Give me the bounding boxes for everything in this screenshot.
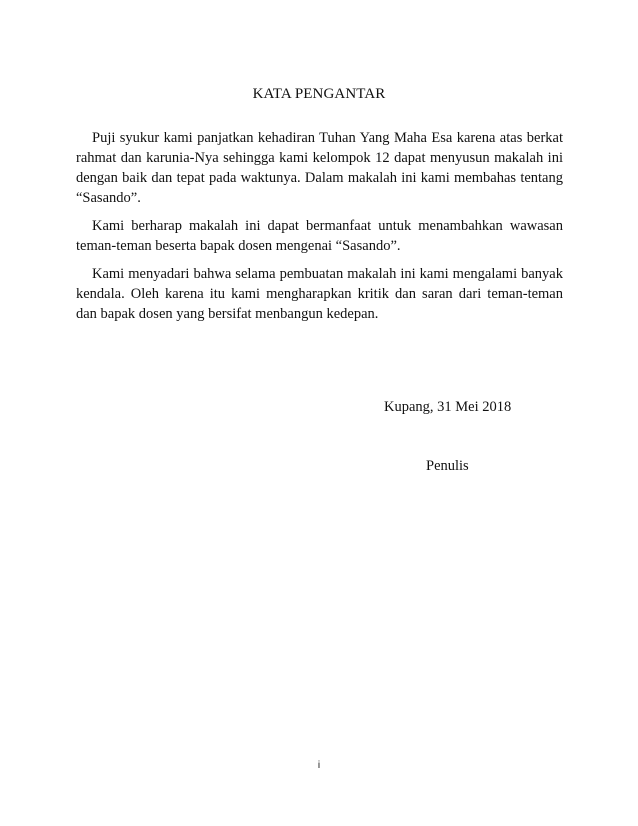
paragraph-3: Kami menyadari bahwa selama pembuatan makalah ini kami mengalami banyak kendala. Oleh karena itu kami mengharapkan kritik dan saran dari teman-teman dan bapak dosen yang bersifat menbangun kedepan. bbox=[76, 266, 563, 322]
paragraph-2: Kami berharap makalah ini dapat bermanfaat untuk menambahkan wawasan teman-teman beserta bapak dosen mengenai “Sasando”. bbox=[76, 218, 563, 254]
page-number: i bbox=[317, 760, 321, 771]
signature-label: Penulis bbox=[426, 458, 469, 474]
page-title: KATA PENGANTAR bbox=[252, 86, 386, 102]
paragraph-1: Puji syukur kami panjatkan kehadiran Tuhan Yang Maha Esa karena atas berkat rahmat dan karunia-Nya sehingga kami kelompok 12 dapat menyusun makalah ini dengan baik dan tepat pada waktunya. Dalam makalah ini kami membahas tentang “Sasando”. bbox=[76, 130, 563, 206]
body-text bbox=[76, 128, 563, 332]
place-date: Kupang, 31 Mei 2018 bbox=[384, 399, 512, 415]
